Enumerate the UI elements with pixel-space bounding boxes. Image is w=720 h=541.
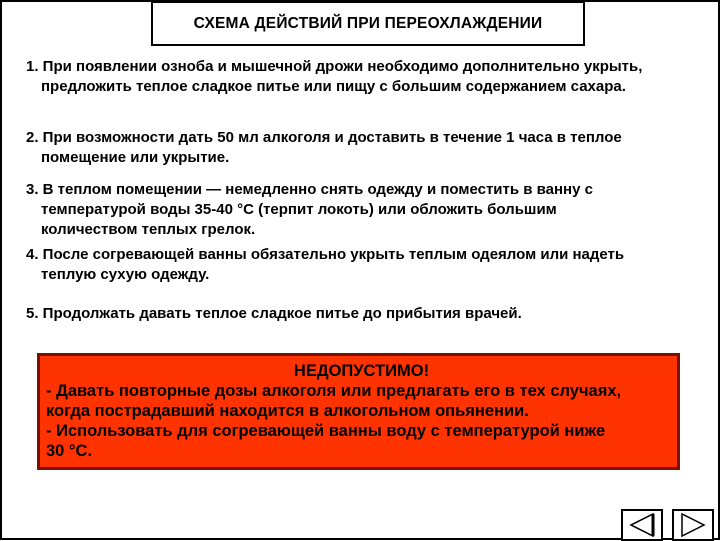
- item-1-line1: 1. При появлении озноба и мышечной дрожи необходимо дополнительно укрыть,: [26, 58, 643, 75]
- item-5-line1: 5. Продолжать давать теплое сладкое питье до прибытия врачей.: [26, 305, 522, 322]
- page-title: СХЕМА ДЕЙСТВИЙ ПРИ ПЕРЕОХЛАЖДЕНИИ: [151, 1, 585, 46]
- item-3-line1: 3. В теплом помещении — немедленно снять одежду и поместить в ванну с: [26, 181, 593, 198]
- list-item-2: [26, 128, 706, 168]
- warning-line3: - Использовать для согревающей ванны воду с температурой ниже: [46, 422, 606, 440]
- item-2-line2: помещение или укрытие.: [41, 149, 230, 166]
- triangle-left-icon: [627, 512, 657, 538]
- item-4-line2: теплую сухую одежду.: [41, 266, 210, 283]
- warning-line4: 30 °С.: [46, 442, 93, 460]
- list-item-3: [26, 180, 706, 240]
- list-item-5: [26, 304, 706, 324]
- warning-line2: когда пострадавший находится в алкогольном опьянении.: [46, 402, 529, 420]
- prev-slide-button[interactable]: [621, 509, 663, 541]
- triangle-right-icon: [678, 512, 708, 538]
- item-4-line1: 4. После согревающей ванны обязательно укрыть теплым одеялом или надеть: [26, 246, 625, 263]
- item-2-line1: 2. При возможности дать 50 мл алкоголя и доставить в течение 1 часа в теплое: [26, 129, 622, 146]
- item-3-line2: температурой воды 35-40 °С (терпит локоть) или обложить большим: [41, 201, 557, 218]
- list-item-1: [26, 57, 706, 97]
- next-slide-button[interactable]: [672, 509, 714, 541]
- warning-box: [37, 353, 680, 470]
- warning-line1: - Давать повторные дозы алкоголя или предлагать его в тех случаях,: [46, 382, 622, 400]
- item-1-line2: предложить теплое сладкое питье или пищу с большим содержанием сахара.: [41, 78, 626, 95]
- warning-title: НЕДОПУСТИМО!: [293, 362, 430, 380]
- list-item-4: [26, 245, 706, 285]
- item-3-line3: количеством теплых грелок.: [41, 221, 256, 238]
